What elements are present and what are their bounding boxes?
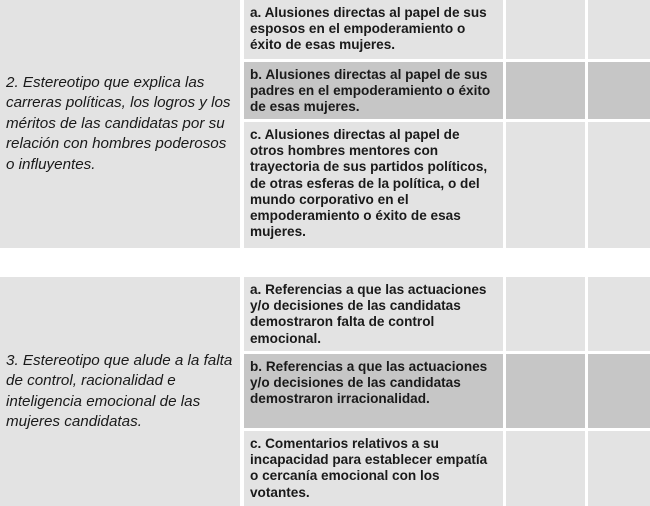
option-row <box>0 122 650 248</box>
option-text: a. Referencias a que las actuaciones y/o decisiones de las candidatas demostraron falta de control emocional. <box>244 277 503 351</box>
rating-cell[interactable] <box>506 277 585 351</box>
rating-cell[interactable] <box>506 62 585 119</box>
option-row <box>0 354 650 428</box>
option-row <box>0 431 650 506</box>
option-text: b. Referencias a que las actuaciones y/o decisiones de las candidatas demostraron irracionalidad. <box>244 354 503 428</box>
rating-cell[interactable] <box>506 122 585 248</box>
option-row <box>0 62 650 119</box>
rating-cell[interactable] <box>506 354 585 428</box>
rating-cell[interactable] <box>588 0 650 59</box>
rating-cell[interactable] <box>506 431 585 506</box>
option-row <box>0 0 650 59</box>
stereotype-label: 3. Estereotipo que alude a la falta de control, racionalidad e inteligencia emocional de las mujeres candidatas. <box>6 351 233 430</box>
rating-cell[interactable] <box>588 122 650 248</box>
option-text: c. Comentarios relativos a su incapacidad para establecer empatía o cercanía emocional con los votantes. <box>244 431 503 506</box>
stereotype-section-2 <box>0 0 650 248</box>
option-row <box>0 277 650 351</box>
stereotype-section-3 <box>0 277 650 506</box>
rating-cell[interactable] <box>588 277 650 351</box>
option-text: c. Alusiones directas al papel de otros hombres mentores con trayectoria de sus partidos políticos, de otras esferas de la política, o del mundo corporativo en el empoderamiento o éxito de esas mujeres. <box>244 122 503 248</box>
rating-cell[interactable] <box>588 62 650 119</box>
stereotype-label: 2. Estereotipo que explica las carreras políticas, los logros y los méritos de las candidatas por su relación con hombres poderosos o influyentes. <box>6 73 231 173</box>
rating-cell[interactable] <box>588 431 650 506</box>
option-text: a. Alusiones directas al papel de sus esposos en el empoderamiento o éxito de esas mujeres. <box>244 0 503 59</box>
rating-cell[interactable] <box>506 0 585 59</box>
rating-cell[interactable] <box>588 354 650 428</box>
option-text: b. Alusiones directas al papel de sus padres en el empoderamiento o éxito de esas mujeres. <box>244 62 503 119</box>
